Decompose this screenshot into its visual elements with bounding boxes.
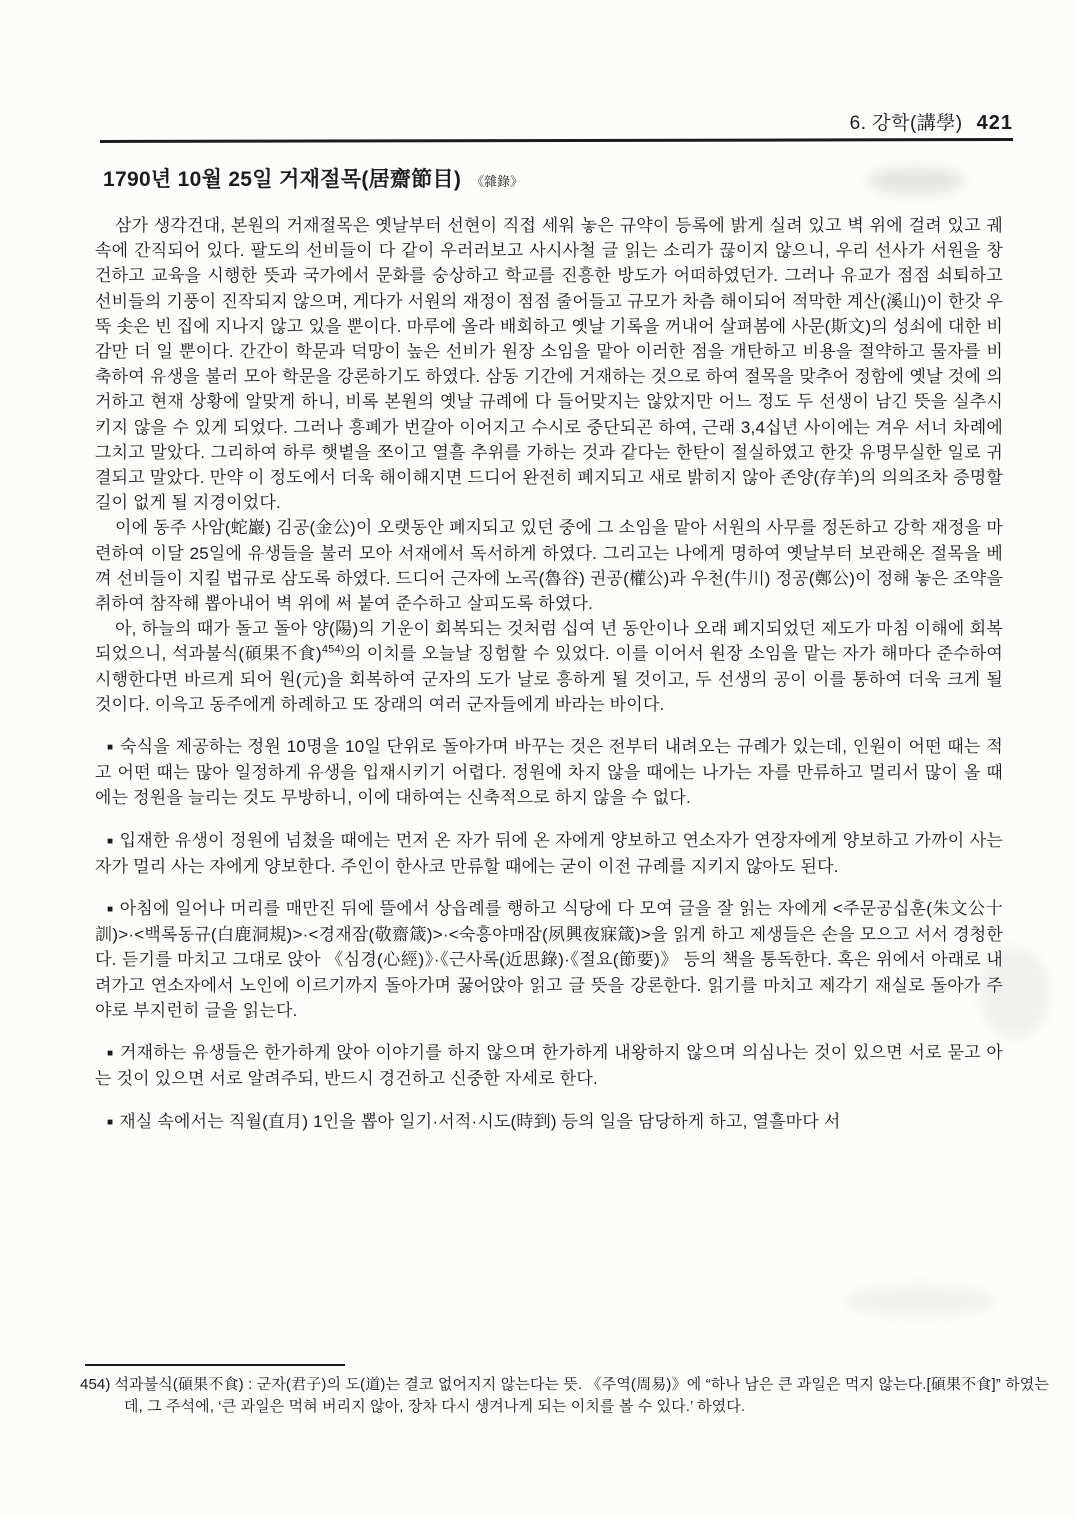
rule-text: 입재한 유생이 정원에 넘쳤을 때에는 먼저 온 자가 뒤에 온 자에게 양보하고 연소자가 연장자에게 양보하고 가까이 사는 자가 멀리 사는 자에게 양보한다. 주인이 한사코 만류할 때에는 굳이 이전 규례를 지키지 않아도 된다. xyxy=(95,830,1004,876)
square-bullet-icon: ■ xyxy=(107,1048,114,1060)
square-bullet-icon: ■ xyxy=(107,904,114,916)
body-text xyxy=(95,213,1003,1135)
rule-item xyxy=(95,1040,1003,1091)
square-bullet-icon: ■ xyxy=(107,1116,114,1128)
chapter-label: 6. 강학(講學) xyxy=(849,113,963,134)
rule-item xyxy=(95,1109,1003,1135)
footnote-text: 석과불식(碩果不食) : 군자(君子)의 도(道)는 결코 없어지지 않는다는 뜻. 《주역(周易)》에 “하나 남은 큰 과일은 먹지 않는다.[碩果不食]” 하였는데, 그 주석에, ‘큰 과일은 먹혀 버리지 않아, 장차 다시 생겨나게 되는 이치를 볼 수 있다.’ 하였다. xyxy=(114,1376,1049,1415)
footnote xyxy=(80,1374,1049,1418)
rule-item xyxy=(95,896,1003,1023)
paragraph: 삼가 생각건대, 본원의 거재절목은 옛날부터 선현이 직접 세워 놓은 규약이 등록에 밝게 실려 있고 벽 위에 걸려 있고 궤 속에 간직되어 있다. 팔도의 선비들이 다 같이 우러러보고 사시사철 글 읽는 소리가 끊이지 않으니, 우리 선사가 서원을 창건하고 교육을 시행한 뜻과 국가에서 문화를 숭상하고 학교를 진흥한 방도가 어떠하였던가. 그러나 유교가 점점 쇠퇴하고 선비들의 기풍이 진작되지 않으며, 게다가 서원의 재정이 점점 줄어들고 규모가 차츰 해이되어 적막한 계산(溪山)이 한갓 우뚝 솟은 빈 집에 지나지 않고 있을 뿐이다. 마루에 올라 배회하고 옛날 기록을 꺼내어 살펴봄에 사문(斯文)의 성쇠에 대한 비감만 더 일 뿐이다. 간간이 학문과 덕망이 높은 선비가 원장 소임을 맡아 이러한 점을 개탄하고 비용을 절약하고 물자를 비축하여 유생을 불러 모아 학문을 강론하기도 하였다. 삼동 기간에 거재하는 것으로 하여 절목을 맞추어 정함에 옛날 것에 의거하고 현재 상황에 알맞게 하니, 비록 본원의 옛날 규례에 다 들어맞지는 않았지만 어느 정도 두 선생이 남긴 뜻을 실추시키지 않을 수 있게 되었다. 그러나 흥폐가 번갈아 이어지고 수시로 중단되곤 하여, 근래 3,4십년 사이에는 겨우 서너 차례에 그치고 말았다. 그리하여 하루 햇볕을 쪼이고 열흘 추위를 가하는 것과 같다는 한탄이 절실하였고 한갓 유명무실한 일로 귀결되고 말았다. 만약 이 정도에서 더욱 해이해지면 드디어 완전히 폐지되고 새로 밝히지 않아 존양(存羊)의 의의조차 증명할 길이 없게 될 지경이었다. xyxy=(95,216,1003,513)
paragraph: 이에 동주 사암(蛇巖) 김공(金公)이 오랫동안 폐지되고 있던 중에 그 소임을 맡아 서원의 사무를 정돈하고 강학 재정을 마련하여 이달 25일에 유생들을 불러 모아 서재에서 독서하게 하였다. 그리고는 나에게 명하여 옛날부터 보관해온 절목을 베껴 선비들이 지킬 법규로 삼도록 하였다. 드디어 근자에 노곡(魯谷) 권공(權公)과 우천(牛川) 정공(鄭公)이 정해 놓은 조약을 취하여 참작해 뽑아내어 벽 위에 써 붙여 준수하고 살피도록 하였다. xyxy=(95,518,1003,614)
paragraph xyxy=(95,616,1003,717)
paragraph-text: 아, 하늘의 때가 돌고 돌아 양(陽)의 기운이 회복되는 것처럼 십여 년 동안이나 오래 폐지되었던 제도가 마침 이해에 회복되었으니, 석과불식(碩果不食) xyxy=(95,619,1003,664)
footnote-number: 454) xyxy=(80,1376,111,1393)
document-title-row xyxy=(103,163,523,193)
running-header xyxy=(100,108,1013,135)
header-divider xyxy=(100,138,1013,143)
rule-text: 아침에 일어나 머리를 매만진 뒤에 뜰에서 상읍례를 행하고 식당에 다 모여 글을 잘 읽는 자에게 <주문공십훈(朱文公十訓)>·<백록동규(白鹿洞規)>·<경재잠(敬齋箴)>·<숙흥야매잠(夙興夜寐箴)>을 읽게 하고 제생들은 손을 모으고 서서 경청한다. 듣기를 마치고 그대로 앉아 《심경(心經)》·《근사록(近思錄)·《절요(節要)》 등의 책을 통독한다. 혹은 위에서 아래로 내려가고 연소자에서 노인에 이르기까지 돌아가며 꿇어앉아 읽고 글 뜻을 강론한다. 읽기를 마치고 제각기 재실로 돌아가 주야로 부지런히 글을 읽는다. xyxy=(95,899,1003,1020)
rule-item xyxy=(95,828,1003,879)
paragraph-text: 의 이치를 오늘날 징험할 수 있었다. 이를 이어서 원장 소임을 맡는 자가 해마다 준수하여 시행한다면 바르게 되어 원(元)을 회복하여 군자의 도가 날로 흥하게 될 것이고, 두 선생의 공이 이를 통하여 더욱 크게 될 것이다. 이윽고 동주에게 하례하고 또 장래의 여러 군자들에게 바라는 바이다. xyxy=(95,644,1003,714)
source-citation: 《雜錄》 xyxy=(471,174,524,189)
rule-text: 숙식을 제공하는 정원 10명을 10일 단위로 돌아가며 바꾸는 것은 전부터 내려오는 규례가 있는데, 인원이 어떤 때는 적고 어떤 때는 많아 일정하게 유생을 입재시키기 어렵다. 정원에 차지 않을 때에는 나가는 자를 만류하고 멀리서 많이 올 때에는 정원을 늘리는 것도 무방하니, 이에 대하여는 신축적으로 하지 않을 수 없다. xyxy=(95,737,1003,808)
rule-text: 거재하는 유생들은 한가하게 앉아 이야기를 하지 않으며 한가하게 내왕하지 않으며 의심나는 것이 있으면 서로 묻고 아는 것이 있으면 서로 알려주되, 반드시 경건하고 신중한 자세로 한다. xyxy=(95,1043,1003,1089)
square-bullet-icon: ■ xyxy=(107,835,114,847)
rule-text: 재실 속에서는 직월(直月) 1인을 뽑아 일기·서적·시도(時到) 등의 일을 담당하게 하고, 열흘마다 서 xyxy=(119,1111,841,1131)
scan-artifact xyxy=(868,168,964,194)
page-number: 421 xyxy=(976,112,1013,134)
rule-item xyxy=(95,734,1003,811)
scan-artifact xyxy=(845,1286,995,1316)
document-title: 1790년 10월 25일 거재절목(居齋節目) xyxy=(103,168,462,191)
footnote-divider xyxy=(85,1364,345,1366)
square-bullet-icon: ■ xyxy=(107,742,115,754)
footnote-reference: 454) xyxy=(321,643,345,656)
